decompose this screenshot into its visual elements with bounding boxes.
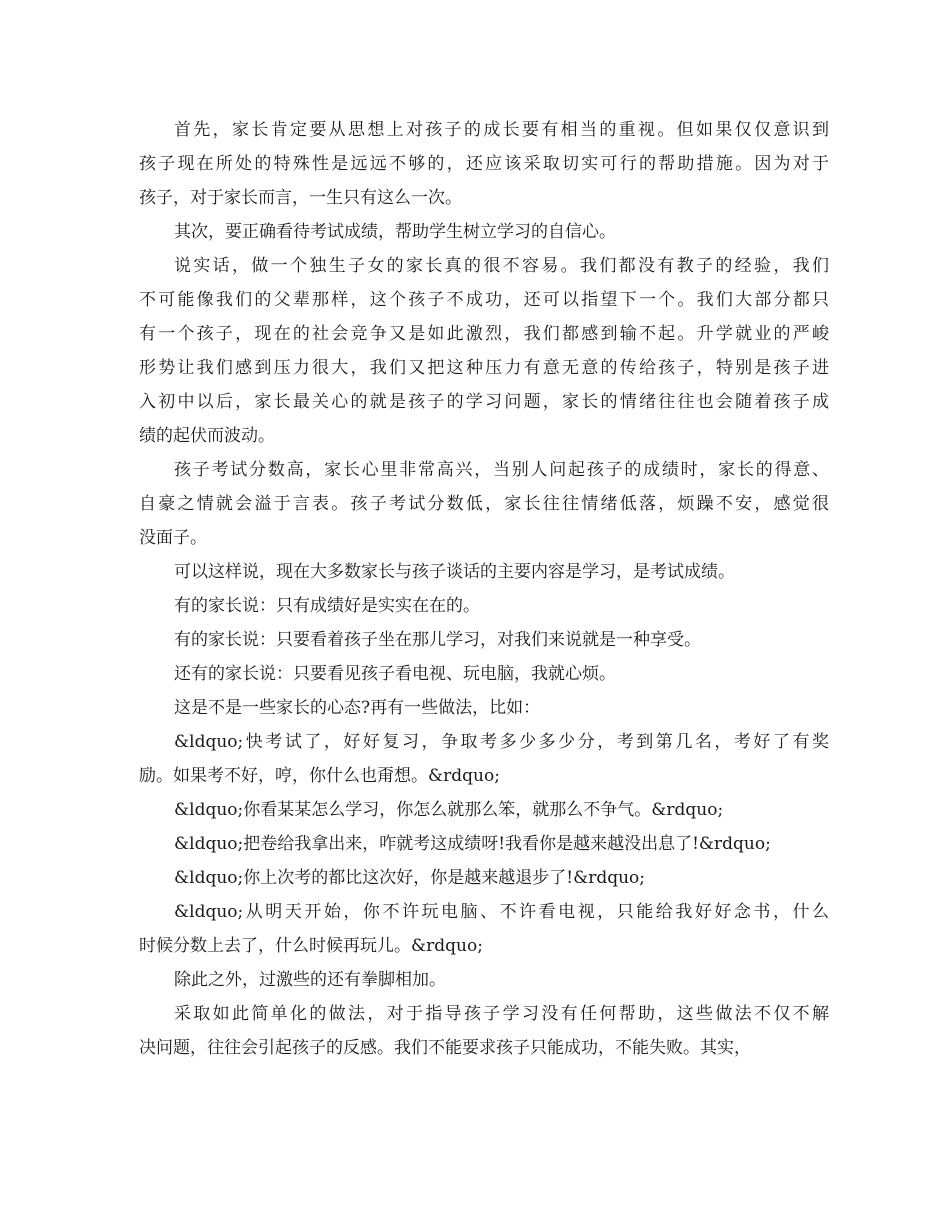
paragraph [139, 657, 829, 691]
text-line: 绩的起伏而波动。 [139, 426, 275, 446]
paragraph [139, 113, 829, 215]
text-line: 形势让我们感到压力很大，我们又把这种压力有意无意的传给孩子，特别是孩子进 [139, 358, 829, 378]
text-line: 自豪之情就会溢于言表。孩子考试分数低，家长往往情绪低落，烦躁不安，感觉很 [139, 494, 829, 514]
paragraph [139, 589, 829, 623]
text-line: &ldquo;你看某某怎么学习，你怎么就那么笨，就那么不争气。&rdquo; [174, 800, 724, 820]
paragraph [139, 623, 829, 657]
paragraph [139, 249, 829, 453]
text-line: 孩子，对于家长而言，一生只有这么一次。 [139, 188, 462, 208]
text-line: 孩子考试分数高，家长心里非常高兴，当别人问起孩子的成绩时，家长的得意、 [174, 460, 829, 480]
paragraph [139, 997, 829, 1065]
text-line: &ldquo;把卷给我拿出来，咋就考这成绩呀!我看你是越来越没出息了!&rdquo; [174, 834, 771, 854]
text-line: &ldquo;快考试了，好好复习，争取考多少多少分，考到第几名，考好了有奖 [174, 732, 829, 752]
paragraph [139, 861, 829, 895]
paragraph [139, 691, 829, 725]
paragraph [139, 963, 829, 997]
text-line: &ldquo;从明天开始，你不许玩电脑、不许看电视，只能给我好好念书，什么 [174, 902, 829, 922]
text-line: 没面子。 [139, 528, 207, 548]
text-line: 还有的家长说：只要看见孩子看电视、玩电脑，我就心烦。 [174, 664, 616, 684]
document-body [139, 113, 829, 1065]
text-line: 时候分数上去了，什么时候再玩儿。&rdquo; [139, 936, 483, 956]
text-line: 不可能像我们的父辈那样，这个孩子不成功，还可以指望下一个。我们大部分都只 [139, 290, 829, 310]
text-line: 首先，家长肯定要从思想上对孩子的成长要有相当的重视。但如果仅仅意识到 [174, 120, 829, 140]
paragraph [139, 215, 829, 249]
paragraph [139, 793, 829, 827]
text-line: 励。如果考不好，哼，你什么也甭想。&rdquo; [139, 766, 500, 786]
text-line: 这是不是一些家长的心态?再有一些做法，比如： [174, 698, 541, 718]
paragraph [139, 725, 829, 793]
text-line: 孩子现在所处的特殊性是远远不够的，还应该采取切实可行的帮助措施。因为对于 [139, 154, 829, 174]
text-line: 可以这样说，现在大多数家长与孩子谈话的主要内容是学习，是考试成绩。 [174, 562, 735, 582]
paragraph [139, 895, 829, 963]
text-line: 有的家长说：只有成绩好是实实在在的。 [174, 596, 480, 616]
text-line: 决问题，往往会引起孩子的反感。我们不能要求孩子只能成功，不能失败。其实， [139, 1038, 751, 1058]
text-line: &ldquo;你上次考的都比这次好，你是越来越退步了!&rdquo; [174, 868, 646, 888]
text-line: 其次，要正确看待考试成绩，帮助学生树立学习的自信心。 [174, 222, 616, 242]
text-line: 有一个孩子，现在的社会竞争又是如此激烈，我们都感到输不起。升学就业的严峻 [139, 324, 829, 344]
text-line: 有的家长说：只要看着孩子坐在那儿学习，对我们来说就是一种享受。 [174, 630, 701, 650]
paragraph [139, 827, 829, 861]
text-line: 说实话，做一个独生子女的家长真的很不容易。我们都没有教子的经验，我们 [174, 256, 829, 276]
text-line: 入初中以后，家长最关心的就是孩子的学习问题，家长的情绪往往也会随着孩子成 [139, 392, 829, 412]
paragraph [139, 555, 829, 589]
text-line: 采取如此简单化的做法，对于指导孩子学习没有任何帮助，这些做法不仅不解 [174, 1004, 829, 1024]
paragraph [139, 453, 829, 555]
text-line: 除此之外，过激些的还有拳脚相加。 [174, 970, 446, 990]
